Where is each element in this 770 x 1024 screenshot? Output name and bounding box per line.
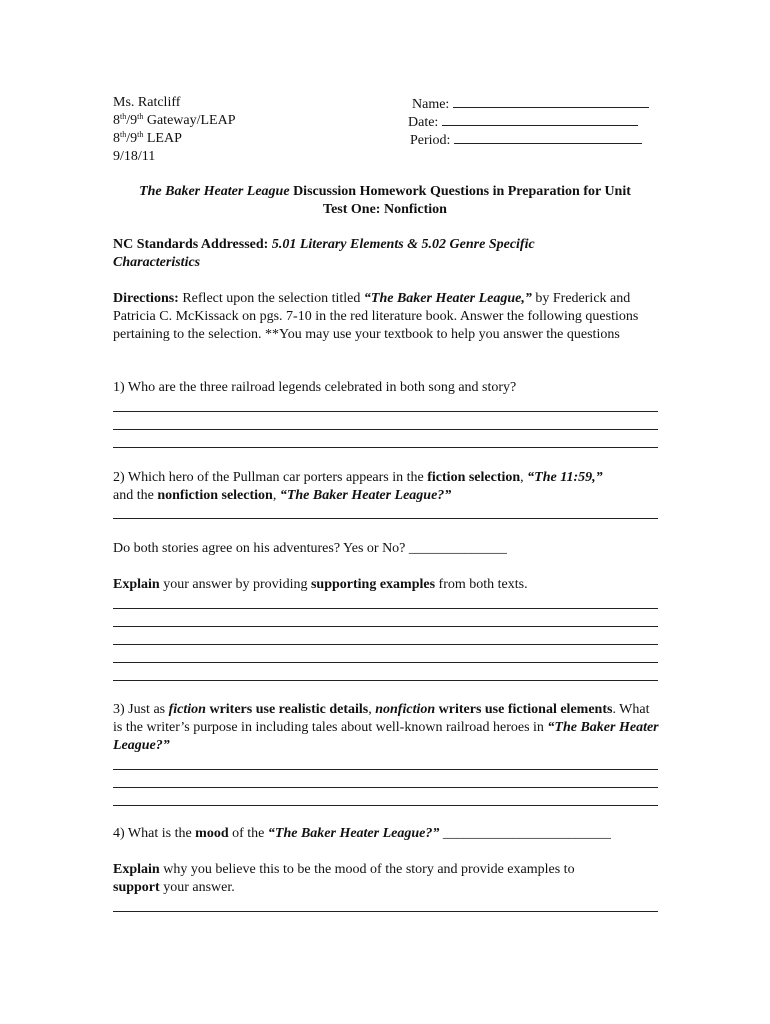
answer-line[interactable] bbox=[113, 447, 658, 448]
question-1: 1) Who are the three railroad legends celebrated in both song and story? bbox=[113, 380, 517, 395]
answer-line[interactable] bbox=[113, 911, 658, 912]
class-line-2: 8th/9th LEAP bbox=[113, 130, 182, 146]
name-label: Name: bbox=[412, 97, 450, 112]
answer-line[interactable] bbox=[113, 429, 658, 430]
teacher-name: Ms. Ratcliff bbox=[113, 95, 181, 110]
period-field[interactable] bbox=[410, 130, 642, 150]
standards-value: 5.01 Literary Elements & 5.02 Genre Specific Characteristics bbox=[113, 237, 535, 270]
answer-line[interactable] bbox=[113, 608, 658, 609]
question-4-explain: Explain why you believe this to be the mood of the story and provide examples to support your answer. bbox=[113, 862, 575, 895]
name-field[interactable] bbox=[412, 94, 649, 114]
period-blank[interactable] bbox=[454, 130, 642, 144]
standards-label: NC Standards Addressed: bbox=[113, 237, 272, 252]
date-field[interactable] bbox=[408, 112, 638, 132]
question-2: 2) Which hero of the Pullman car porters appears in the fiction selection, “The 11:59,” and the nonfiction selection, “The Baker Heater League?” bbox=[113, 470, 603, 503]
name-blank[interactable] bbox=[453, 94, 649, 108]
date-blank[interactable] bbox=[442, 112, 638, 126]
class-line-1: 8th/9th Gateway/LEAP bbox=[113, 112, 236, 128]
answer-line[interactable] bbox=[113, 662, 658, 663]
answer-line[interactable] bbox=[113, 787, 658, 788]
question-2-agree: Do both stories agree on his adventures? Yes or No? ______________ bbox=[113, 541, 507, 556]
answer-line[interactable] bbox=[113, 518, 658, 519]
date-label: Date: bbox=[408, 115, 439, 130]
question-2-explain: Explain your answer by providing supporting examples from both texts. bbox=[113, 577, 528, 592]
worksheet-date: 9/18/11 bbox=[113, 149, 156, 164]
question-3: 3) Just as fiction writers use realistic details, nonfiction writers use fictional elements. What is the writer’s purpose in including tales about well-known railroad heroes in “The Baker Heater League?” bbox=[113, 702, 659, 753]
answer-line[interactable] bbox=[113, 805, 658, 806]
page-title-line-2: Test One: Nonfiction bbox=[323, 202, 447, 217]
period-label: Period: bbox=[410, 133, 451, 148]
directions: Directions: Reflect upon the selection titled “The Baker Heater League,” by Frederick and Patricia C. McKissack on pgs. 7-10 in the red literature book. Answer the following questions pertaining to the selection. **You may use your textbook to help you answer the questions bbox=[113, 291, 639, 342]
answer-line[interactable] bbox=[113, 769, 658, 770]
page-title: The Baker Heater League Discussion Homework Questions in Preparation for Unit bbox=[139, 184, 631, 199]
answer-line[interactable] bbox=[113, 626, 658, 627]
answer-line[interactable] bbox=[113, 644, 658, 645]
standards-section bbox=[113, 236, 603, 272]
answer-line[interactable] bbox=[113, 680, 658, 681]
question-4: 4) What is the mood of the “The Baker Heater League?” ________________________ bbox=[113, 826, 611, 841]
answer-line[interactable] bbox=[113, 411, 658, 412]
